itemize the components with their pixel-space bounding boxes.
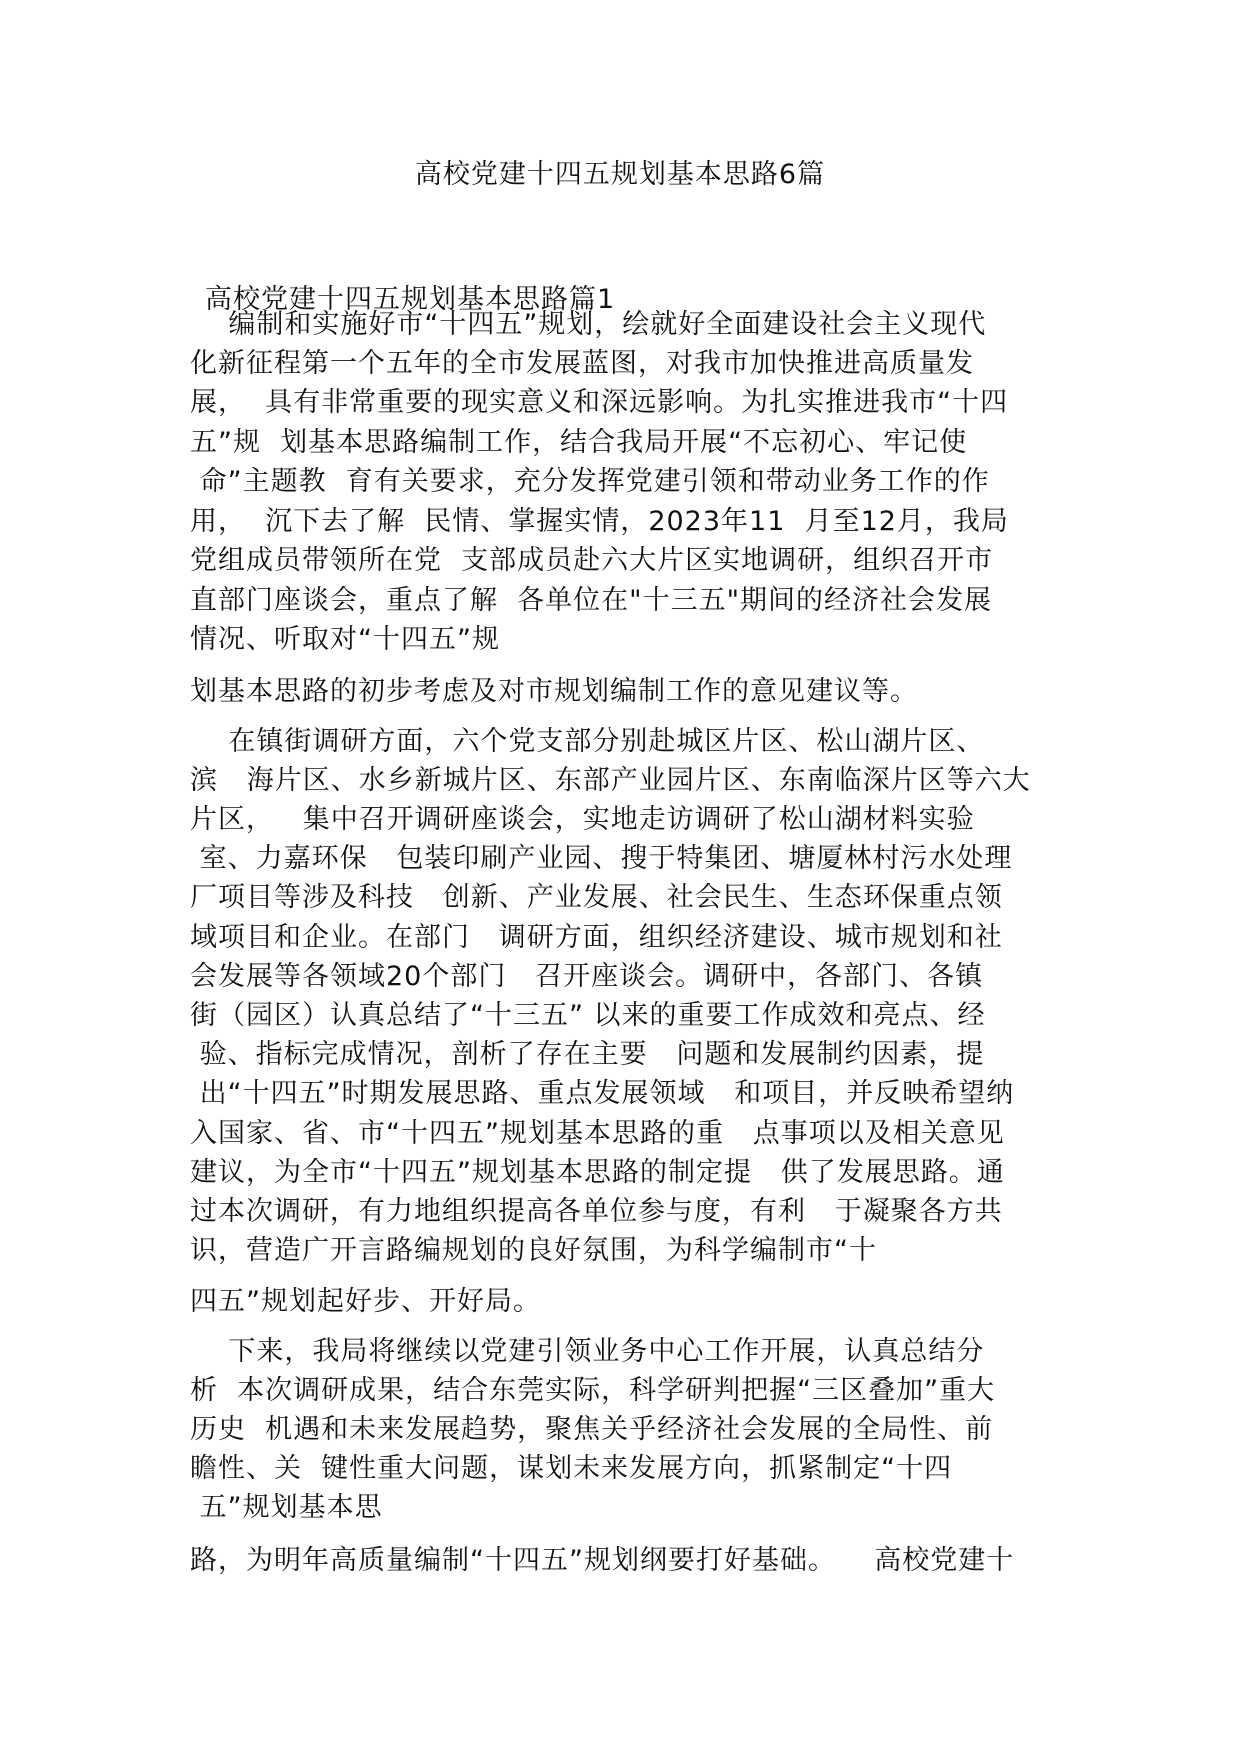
body-line: 厂项目等涉及科技 创新、产业发展、社会民生、生态环保重点领 [190,882,1003,913]
body-line: 在镇街调研方面，六个党支部分别赴城区片区、松山湖片区、 [190,726,985,757]
body-line: 划基本思路的初步考虑及对市规划编制工作的意见建议等。 [190,676,918,707]
body-line: 用， 沉下去了解 民情、掌握实情，2023年11 月至12月，我局 [190,506,1009,537]
body-line: 片区， 集中召开调研座谈会，实地走访调研了松山湖材料实验 [190,804,975,835]
body-line: 瞻性、关 键性重大问题，谋划未来发展方向，抓紧制定“十四 [190,1453,953,1484]
body-line: 下来，我局将继续以党建引领业务中心工作开展，认真总结分 [190,1336,985,1367]
body-line: 会发展等各领域20个部门 召开座谈会。调研中，各部门、各镇 [190,961,984,992]
body-line: 域项目和企业。在部门 调研方面，组织经济建设、城市规划和社 [190,922,1003,953]
body-line: 四五”规划起好步、开好局。 [190,1286,541,1317]
body-line: 历史 机遇和未来发展趋势，聚焦关乎经济社会发展的全局性、前 [190,1414,994,1445]
body-line: 五”规 划基本思路编制工作，结合我局开展“不忘初心、牢记使 [190,427,968,458]
section-heading: 高校党建十四五规划基本思路篇1 [205,284,616,315]
body-line: 过本次调研，有力地组织提高各单位参与度，有利 于凝聚各方共 [190,1196,1003,1227]
body-line: 五”规划基本思 [190,1492,383,1523]
body-line: 展， 具有非常重要的现实意义和深远影响。为扎实推进我市“十四 [190,387,1009,418]
body-line: 编制和实施好市“十四五”规划，绘就好全面建设社会主义现代 [190,309,987,340]
body-line: 出“十四五”时期发展思路、重点发展领域 和项目，并反映希望纳 [190,1078,1015,1109]
body-line: 情况、听取对“十四五”规 [190,624,500,655]
body-line: 命”主题教 育有关要求，充分发挥党建引领和带动业务工作的作 [190,466,990,497]
body-line: 滨 海片区、水乡新城片区、东部产业园片区、东南临深片区等六大 [190,765,1031,796]
body-line: 路，为明年高质量编制“十四五”规划纲要打好基础。 高校党建十 [190,1545,1015,1576]
body-line: 入国家、省、市“十四五”规划基本思路的重 点事项以及相关意见 [190,1118,1005,1149]
body-line: 直部门座谈会，重点了解 各单位在"十三五"期间的经济社会发展 [190,585,993,616]
document-title: 高校党建十四五规划基本思路6篇 [414,159,826,190]
body-line: 化新征程第一个五年的全市发展蓝图，对我市加快推进高质量发 [190,348,974,379]
body-line: 街（园区）认真总结了“十三五” 以来的重要工作成效和亮点、经 [190,1000,986,1031]
body-line: 建议，为全市“十四五”规划基本思路的制定提 供了发展思路。通 [190,1157,1005,1188]
body-line: 室、力嘉环保 包装印刷产业园、搜于特集团、塘厦林村污水处理 [190,843,1013,874]
body-line: 党组成员带领所在党 支部成员赴六大片区实地调研，组织召开市 [190,545,994,576]
body-line: 验、指标完成情况，剖析了存在主要 问题和发展制约因素，提 [190,1039,985,1070]
body-line: 析 本次调研成果，结合东莞实际，科学研判把握“三区叠加”重大 [190,1375,996,1406]
body-line: 识，营造广开言路编规划的良好氛围，为科学编制市“十 [190,1235,877,1266]
